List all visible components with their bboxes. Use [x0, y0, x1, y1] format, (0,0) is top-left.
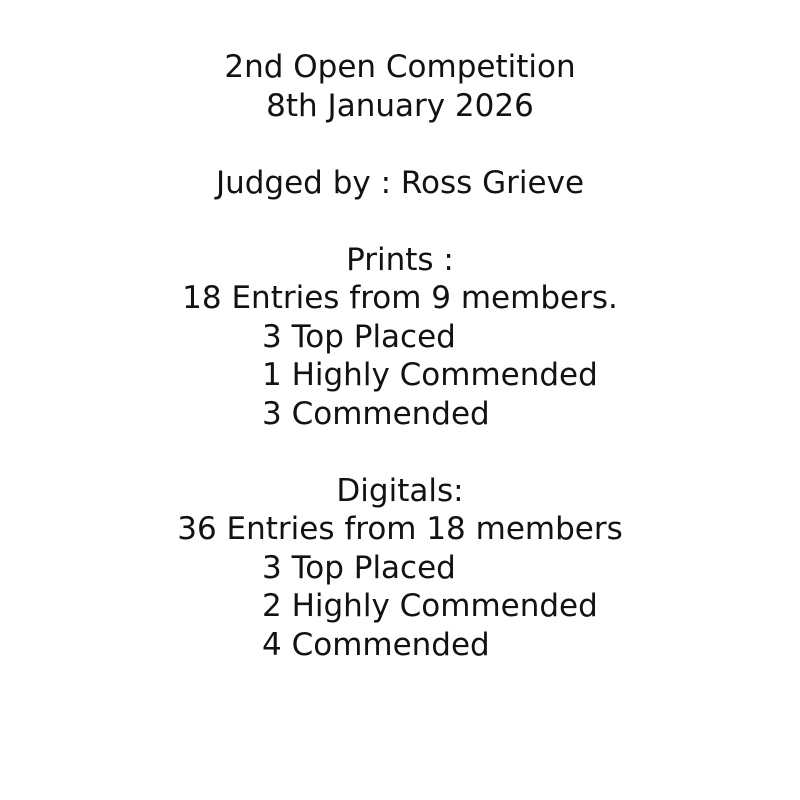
digitals-result-top-placed: 3 Top Placed [262, 549, 456, 586]
prints-result-commended: 3 Commended [262, 395, 490, 432]
prints-result-top-placed: 3 Top Placed [262, 318, 456, 355]
spacer [0, 125, 800, 164]
prints-section-heading: Prints : [346, 241, 454, 278]
spacer [0, 202, 800, 241]
competition-title: 2nd Open Competition [224, 49, 576, 85]
prints-result-highly-commended: 1 Highly Commended [262, 357, 598, 393]
judged-by-line: Judged by : Ross Grieve [215, 164, 585, 201]
spacer [0, 433, 800, 472]
digitals-section-heading: Digitals: [336, 472, 464, 509]
competition-date: 8th January 2026 [266, 87, 534, 124]
digitals-result-commended: 4 Commended [262, 626, 490, 663]
digitals-entries-summary: 36 Entries from 18 members [177, 511, 623, 547]
prints-entries-summary: 18 Entries from 9 members. [182, 280, 618, 316]
results-slide [0, 48, 800, 664]
digitals-result-highly-commended: 2 Highly Commended [262, 588, 598, 624]
